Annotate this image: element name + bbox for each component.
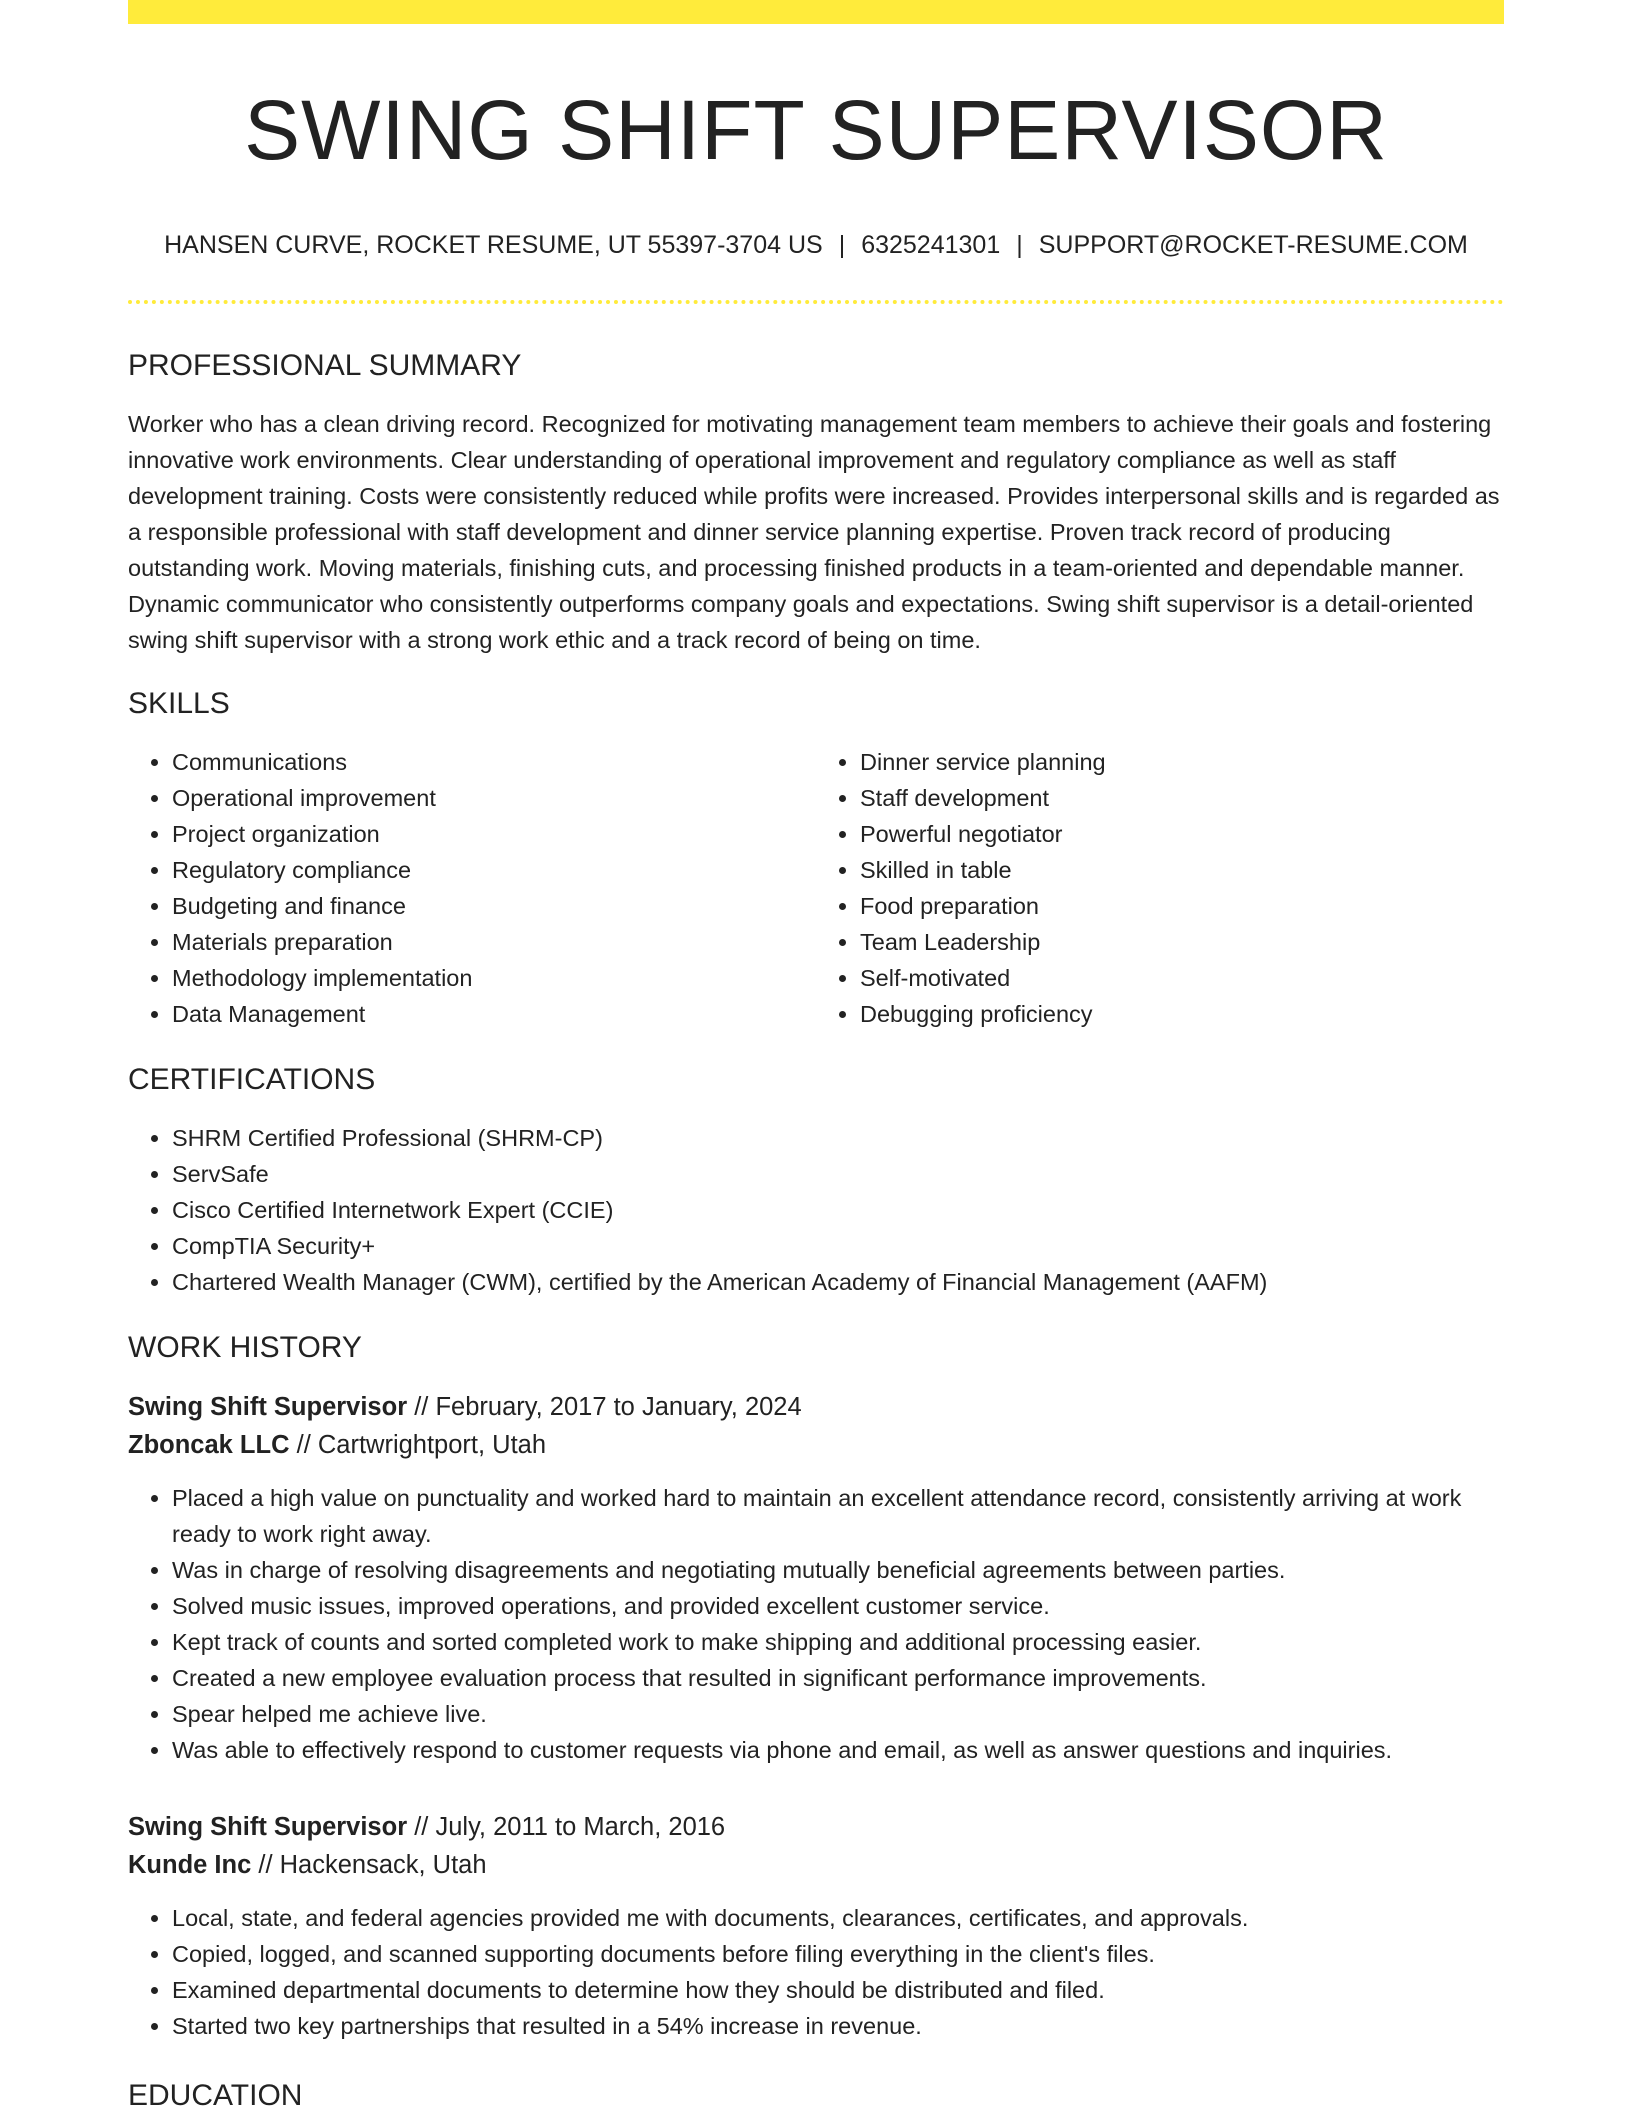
section-heading: WORK HISTORY xyxy=(128,1331,362,1364)
skill-item: • Data Management xyxy=(172,996,816,1032)
skills-list-left xyxy=(128,744,816,1032)
certification-item: • CompTIA Security+ xyxy=(172,1228,1504,1264)
work-history-section xyxy=(128,1330,1504,2044)
job-title: Swing Shift Supervisor xyxy=(128,1393,408,1421)
skill-item: • Team Leadership xyxy=(860,924,1504,960)
resume-page xyxy=(128,0,1504,2114)
job-bullets xyxy=(128,1480,1504,1768)
separator: | xyxy=(838,231,846,259)
section-heading: CERTIFICATIONS xyxy=(128,1063,376,1096)
skill-item: • Operational improvement xyxy=(172,780,816,816)
skill-item: • Materials preparation xyxy=(172,924,816,960)
certification-item: • Cisco Certified Internetwork Expert (CCIE) xyxy=(172,1192,1504,1228)
job-company-line xyxy=(128,1426,1504,1464)
skill-item: • Food preparation xyxy=(860,888,1504,924)
skill-item: • Budgeting and finance xyxy=(172,888,816,924)
job-bullet: • Solved music issues, improved operations, and provided excellent customer service. xyxy=(172,1588,1504,1624)
job-bullet: • Spear helped me achieve live. xyxy=(172,1696,1504,1732)
dotted-divider xyxy=(128,300,1504,304)
certification-item: • ServSafe xyxy=(172,1156,1504,1192)
job-bullet: • Started two key partnerships that resulted in a 54% increase in revenue. xyxy=(172,2008,1504,2044)
certifications-section xyxy=(128,1062,1504,1300)
job-bullet: • Local, state, and federal agencies provided me with documents, clearances, certificates, and approvals. xyxy=(172,1900,1504,1936)
phone: 6325241301 xyxy=(861,231,1001,259)
job-entry xyxy=(128,1808,1504,2044)
skills-section xyxy=(128,686,1504,1032)
job-bullet: • Was in charge of resolving disagreements and negotiating mutually beneficial agreements between parties. xyxy=(172,1552,1504,1588)
separator: | xyxy=(1016,231,1023,259)
job-bullet: • Was able to effectively respond to customer requests via phone and email, as well as answer questions and inquiries. xyxy=(172,1732,1504,1768)
job-dates: // February, 2017 to January, 2024 xyxy=(414,1393,802,1421)
company-location: // Cartwrightport, Utah xyxy=(296,1431,547,1459)
education-section xyxy=(128,2078,1504,2114)
section-heading: PROFESSIONAL SUMMARY xyxy=(128,349,522,382)
skills-list-right xyxy=(816,744,1504,1032)
skill-item: • Project organization xyxy=(172,816,816,852)
certification-item: • SHRM Certified Professional (SHRM-CP) xyxy=(172,1120,1504,1156)
skills-columns xyxy=(128,744,1504,1032)
professional-summary-section xyxy=(128,348,1504,658)
skill-item: • Debugging proficiency xyxy=(860,996,1504,1032)
company-name: Kunde Inc xyxy=(128,1851,252,1879)
certifications-list xyxy=(128,1120,1504,1300)
section-heading: SKILLS xyxy=(128,687,230,720)
job-bullet: • Kept track of counts and sorted completed work to make shipping and additional processing easier. xyxy=(172,1624,1504,1660)
email-link[interactable]: SUPPORT@ROCKET-RESUME.COM xyxy=(1038,231,1468,259)
skill-item: • Dinner service planning xyxy=(860,744,1504,780)
job-title-line xyxy=(128,1388,1504,1426)
skill-item: • Regulatory compliance xyxy=(172,852,816,888)
job-bullet: • Created a new employee evaluation process that resulted in significant performance improvements. xyxy=(172,1660,1504,1696)
job-title: Swing Shift Supervisor xyxy=(128,1813,408,1841)
certification-item: • Chartered Wealth Manager (CWM), certified by the American Academy of Financial Management (AAFM) xyxy=(172,1264,1504,1300)
job-bullet: • Examined departmental documents to determine how they should be distributed and filed. xyxy=(172,1972,1504,2008)
job-dates: // July, 2011 to March, 2016 xyxy=(414,1813,726,1841)
accent-bar xyxy=(128,0,1504,24)
resume-title: SWING SHIFT SUPERVISOR xyxy=(244,83,1388,177)
job-bullet: • Placed a high value on punctuality and worked hard to maintain an excellent attendance record, consistently arriving at work ready to work right away. xyxy=(172,1480,1504,1552)
job-bullets xyxy=(128,1900,1504,2044)
skill-item: • Methodology implementation xyxy=(172,960,816,996)
company-location: // Hackensack, Utah xyxy=(258,1851,487,1879)
job-title-line xyxy=(128,1808,1504,1846)
job-company-line xyxy=(128,1846,1504,1884)
skill-item: • Self-motivated xyxy=(860,960,1504,996)
address: HANSEN CURVE, ROCKET RESUME, UT 55397-3704 US xyxy=(164,231,823,259)
contact-line xyxy=(128,230,1504,260)
job-entry xyxy=(128,1388,1504,1768)
section-heading: EDUCATION xyxy=(128,2079,303,2112)
job-bullet: • Copied, logged, and scanned supporting documents before filing everything in the client's files. xyxy=(172,1936,1504,1972)
company-name: Zboncak LLC xyxy=(128,1431,290,1459)
skill-item: • Skilled in table xyxy=(860,852,1504,888)
skill-item: • Communications xyxy=(172,744,816,780)
skill-item: • Staff development xyxy=(860,780,1504,816)
skill-item: • Powerful negotiator xyxy=(860,816,1504,852)
summary-text: Worker who has a clean driving record. Recognized for motivating management team members to achieve their goals and fostering innovative work environments. Clear understanding of operational improvement and regulatory compliance as well as staff development training. Costs were consistently reduced while profits were increased. Provides interpersonal skills and is regarded as a responsible professional with staff development and dinner service planning expertise. Proven track record of producing outstanding work. Moving materials, finishing cuts, and processing finished products in a team-oriented and dependable manner. Dynamic communicator who consistently outperforms company goals and expectations. Swing shift supervisor is a detail-oriented swing shift supervisor with a strong work ethic and a track record of being on time. xyxy=(128,411,1500,653)
